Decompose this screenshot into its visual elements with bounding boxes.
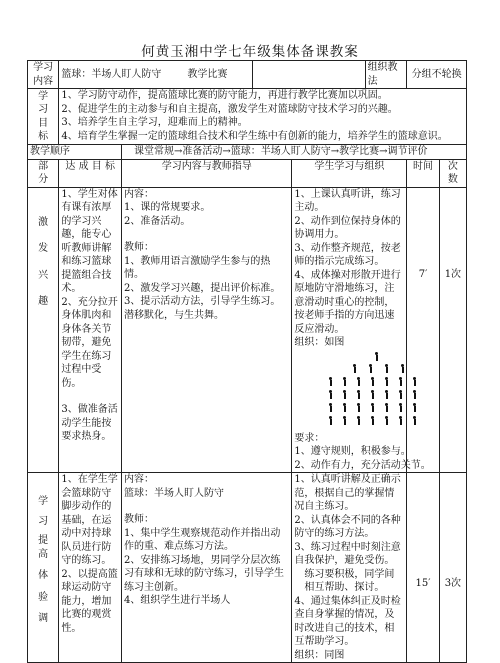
section2-part-char: 验 — [38, 591, 49, 603]
col-student — [292, 159, 407, 187]
student-figure-icon — [342, 416, 347, 425]
section1-student-cell — [292, 187, 431, 473]
method-label: 教学比赛 — [187, 68, 228, 80]
method-spacer-cell — [252, 61, 365, 89]
student-figure-icon — [412, 416, 417, 425]
col-time — [407, 159, 439, 187]
student-figure-icon — [368, 364, 373, 373]
student-figure-icon — [384, 377, 389, 386]
student-figure-icon — [356, 390, 361, 399]
student-figure-icon — [342, 390, 347, 399]
student-figure-icon — [356, 377, 361, 386]
section1-teacher-item: 1、课的常规要求。 — [124, 202, 211, 213]
content-value-cell — [59, 61, 252, 89]
goals-label-cell — [28, 89, 59, 145]
section1-teacher-sub: 教师： — [124, 242, 155, 253]
section1-teacher-cell — [122, 187, 292, 473]
goals-label-char: 标 — [38, 131, 49, 142]
section1-student-item: 3、动作整齐规范，按老师的指示完成练习。 — [294, 242, 401, 267]
col-part-label: 部分 — [38, 160, 49, 185]
section1-part-char: 激 — [38, 216, 49, 228]
lesson-plan-table — [27, 60, 467, 663]
section2-part-char: 体 — [38, 570, 49, 581]
student-figure-icon — [342, 377, 347, 386]
section2-student-item: 4、通过集体纠正及时检查自身掌握的情况，及时改进自己的技术，相互帮助学习。 — [294, 595, 401, 647]
section2-teacher-guide: 4、组织学生进行半场人 — [124, 595, 231, 606]
section2-student-item: 1、认真听讲解及正确示范，根据自己的掌握情况自主练习。 — [294, 474, 401, 512]
goals-row — [28, 89, 467, 145]
student-figure-icon — [398, 377, 403, 386]
section2-student-item: 3、练习过程中时刻注意自我保护，避免受伤。 — [294, 541, 401, 566]
student-figure-icon — [384, 403, 389, 412]
section1-goals-cell — [59, 187, 122, 473]
section1-student-item: 2、动作到位保持身体的协调用力。 — [294, 215, 401, 240]
student-figure-icon — [384, 390, 389, 399]
section2-teacher-guide: 1、集中学生观察规范动作并指出动作的重、难点练习方法。 — [124, 527, 281, 552]
student-figure-icon — [384, 364, 389, 373]
student-figure-icon — [356, 416, 361, 425]
section2-count: 3次 — [444, 578, 462, 589]
section1-teacher-guide: 2、激发学习兴趣，提出评价标准。 — [124, 282, 281, 294]
section1-teacher-heading: 内容： — [124, 188, 155, 200]
section-row-practice — [28, 473, 467, 663]
formation-diagram — [322, 352, 482, 432]
section2-part-char: 提 — [38, 535, 49, 546]
student-figure-icon — [398, 403, 403, 412]
section1-part-char: 趣 — [38, 296, 49, 307]
section1-teacher-item: 2、准备活动。 — [124, 215, 191, 227]
col-count-label: 次数 — [447, 160, 458, 185]
goal-item: 1、学习防守动作，提高篮球比赛的防守能力，再进行教学比赛加以巩固。 — [61, 90, 388, 101]
section1-student-item: 1、上课认真听讲，练习主动。 — [294, 188, 401, 213]
student-figure-icon — [328, 416, 333, 425]
student-figure-icon — [328, 377, 333, 386]
header-row — [28, 61, 467, 89]
student-figure-icon — [356, 403, 361, 412]
section2-time-cell — [407, 473, 439, 663]
content-label: 学习内容 — [33, 62, 54, 87]
student-figure-icon — [384, 416, 389, 425]
section1-goal: 2、充分拉开身体肌肉和身体各关节韧带，避免学生在练习过程中受伤。 — [61, 296, 118, 389]
section2-part-char: 学 — [38, 496, 49, 507]
section1-goal: 3、做准备活动学生能按要求热身。 — [61, 404, 118, 442]
column-header-row — [28, 159, 467, 187]
col-teacher-label: 学习内容与教师指导 — [161, 160, 252, 172]
goal-item: 3、培养学生自主学习，迎难而上的精神。 — [61, 117, 248, 128]
section1-part-cell — [28, 187, 59, 473]
section2-teacher-cell — [122, 473, 292, 663]
student-figure-icon — [370, 403, 375, 412]
student-figure-icon — [412, 377, 417, 386]
section2-goal: 1、在学生学会篮球防守脚步动作的基础，在运动中对持球队员进行防守的练习。 — [61, 474, 118, 566]
student-figure-icon — [370, 377, 375, 386]
section1-time: 7′ — [418, 268, 428, 280]
section1-req-label: 要求： — [294, 432, 325, 444]
col-time-label: 时间 — [413, 160, 434, 172]
section1-student-item: 4、成体操对形散开进行原地防守滑地练习，注意滑动时重心的控制，按老师手指的方向迅速反应滑动。 — [294, 269, 401, 335]
student-figure-icon — [412, 390, 417, 399]
section2-part-char: 调 — [38, 613, 49, 624]
student-figure-icon — [342, 403, 347, 412]
section2-teacher-content: 篮球：半场人盯人防守 — [124, 487, 225, 499]
col-teacher — [122, 159, 292, 187]
goal-item: 2、促进学生的主动参与和自主提高，激发学生对篮球防守技术学习的兴趣。 — [61, 103, 398, 115]
section1-student-org: 组织：如图 — [294, 337, 345, 348]
student-figure-icon — [374, 352, 379, 361]
col-student-label: 学生学习与组织 — [314, 160, 385, 172]
col-part — [28, 159, 59, 187]
col-count — [439, 159, 466, 187]
goals-label-char: 学 — [38, 90, 49, 102]
section2-student-cell — [292, 473, 407, 663]
student-figure-icon — [398, 416, 403, 425]
sequence-value-cell — [122, 145, 467, 160]
section2-goal: 2、以提高篮球运动防守能力，增加比赛的观赏性。 — [61, 568, 118, 634]
student-figure-icon — [370, 390, 375, 399]
col-goal-label: 达 成 目 标 — [65, 160, 115, 172]
section2-student-item: 练习要积极，同学间相互帮助、探讨。 — [304, 568, 395, 593]
section2-count-cell — [439, 473, 466, 663]
section1-goal: 1、学生对体有课有浓厚的学习兴趣，能专心听教师讲解和练习篮球提篮组合技术。 — [61, 188, 118, 294]
section1-req: 1、遵守规则，积极参与。 — [294, 446, 411, 457]
section2-teacher-heading: 内容： — [124, 474, 155, 485]
col-goal — [59, 159, 122, 187]
section2-time: 15′ — [415, 578, 431, 589]
student-figure-icon — [328, 403, 333, 412]
section2-goals-cell — [59, 473, 122, 663]
student-figure-icon — [400, 364, 405, 373]
goal-item: 4、培育学生掌握一定的篮球组合技术和学生练中有创新的能力，培养学生的篮球意识。 — [61, 130, 448, 142]
sequence-label: 教学顺序 — [30, 146, 70, 157]
section1-teacher-guide: 1、教师用语言激励学生参与的热情。 — [124, 255, 271, 280]
sequence-value: 课堂常规→准备活动→篮球：半场人盯人防守→教学比赛→调节评价 — [134, 146, 428, 157]
section2-part-cell — [28, 473, 59, 663]
student-figure-icon — [412, 403, 417, 412]
section2-teacher-sub: 教师： — [124, 514, 155, 525]
section2-student-org: 组织：同图 — [294, 649, 345, 661]
section-row-interest — [28, 187, 467, 473]
content-label-cell — [28, 61, 59, 89]
student-figure-icon — [398, 390, 403, 399]
goals-label-char: 目 — [38, 117, 49, 129]
goals-list-cell — [59, 89, 467, 145]
org-label-cell — [365, 61, 407, 89]
org-value-cell — [407, 61, 467, 89]
page-title: 何黄玉湘中学七年级集体备课教案 — [141, 44, 359, 60]
goals-label-char: 习 — [38, 104, 49, 115]
section1-count: 1次 — [444, 268, 462, 280]
sequence-row — [28, 145, 467, 160]
section2-part-char: 高 — [38, 548, 49, 560]
student-figure-icon — [370, 416, 375, 425]
sequence-label-cell — [28, 145, 122, 160]
section2-part-char: 习 — [38, 515, 49, 527]
student-figure-icon — [352, 364, 357, 373]
section1-part-char: 发 — [38, 243, 49, 254]
section2-student-item: 2、认真体会不同的各种防守的练习方法。 — [294, 514, 401, 539]
section1-part-char: 兴 — [38, 269, 49, 281]
section1-req: 2、动作有力，充分活动关节。 — [294, 459, 431, 471]
org-label: 组织教法 — [367, 62, 398, 87]
org-value: 分组不轮换 — [411, 68, 462, 80]
section1-teacher-guide: 3、提示活动方法，引导学生练习。潜移默化，与生共舞。 — [124, 296, 281, 321]
content-value: 篮球：半场人盯人防守 — [61, 68, 162, 80]
student-figure-icon — [328, 390, 333, 399]
section2-teacher-guide: 2、安排练习场地，男同学分层次练习有球和无球的防守练习，引导学生练习主创新。 — [124, 554, 285, 593]
